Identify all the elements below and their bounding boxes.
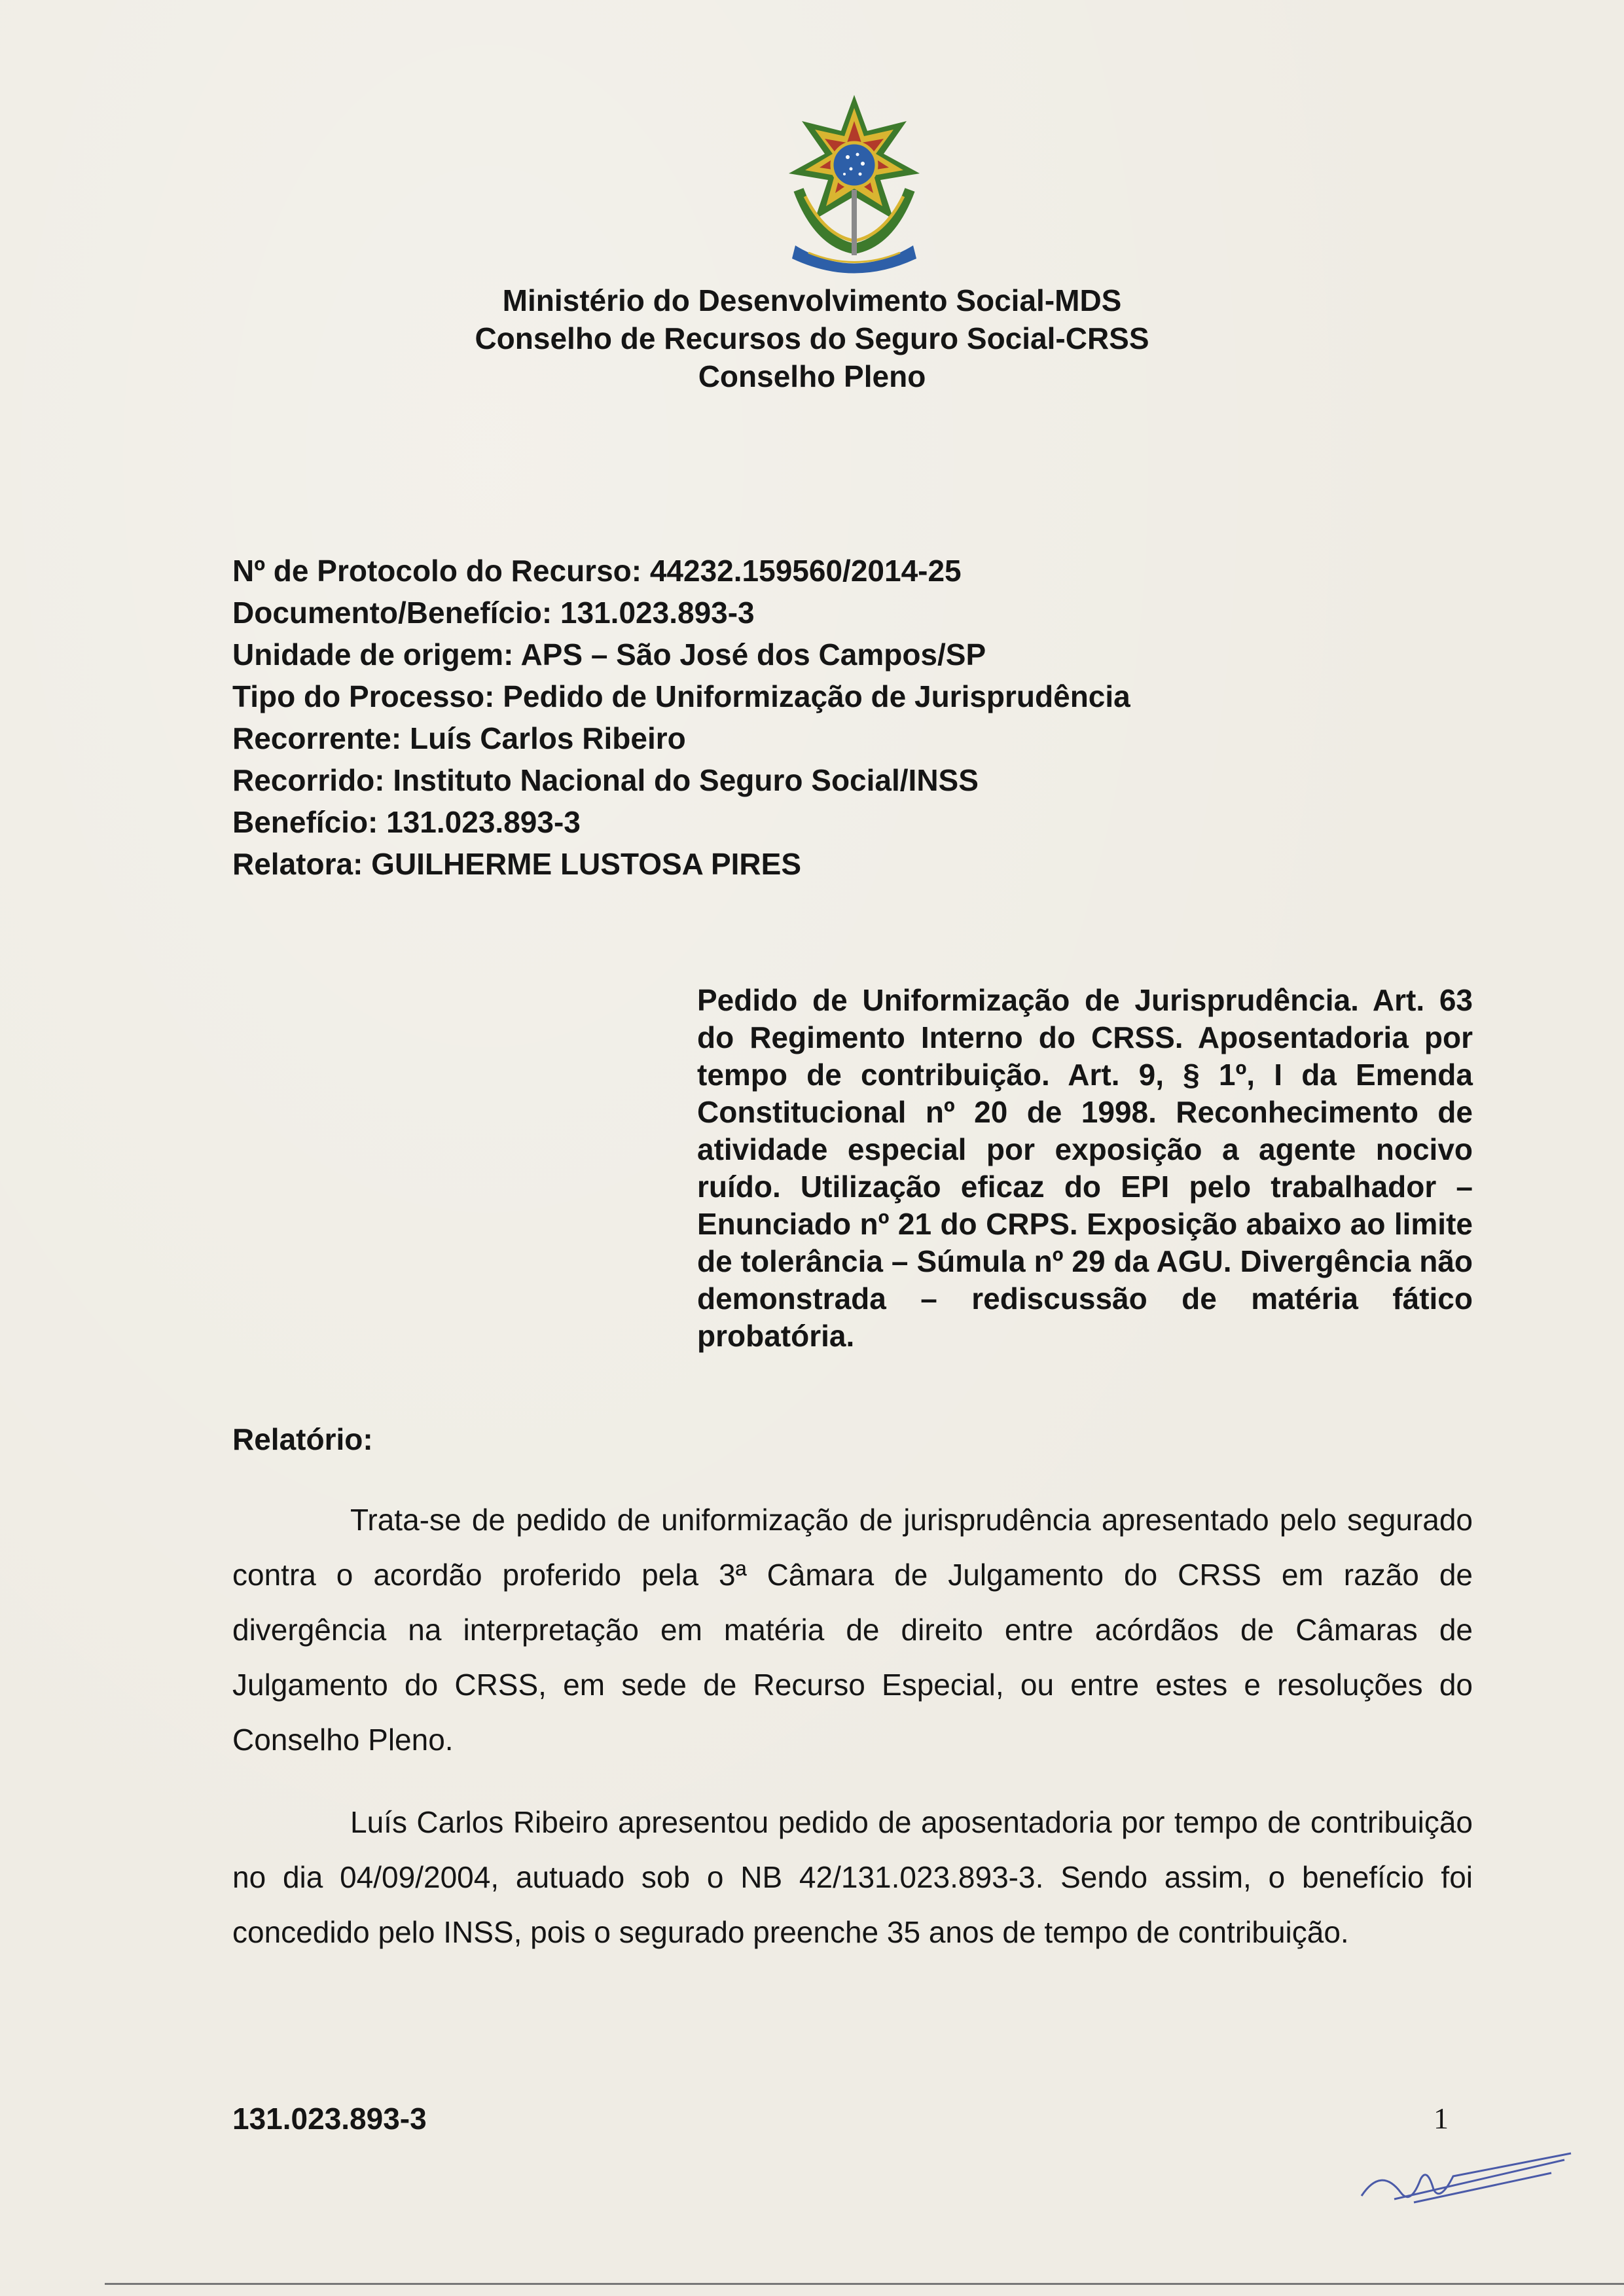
- coat-of-arms-icon: [779, 92, 929, 281]
- document-header: [0, 281, 1624, 395]
- signature-icon: [1355, 2140, 1578, 2212]
- document-benefit: Documento/Benefício: 131.023.893-3: [232, 596, 755, 630]
- appellant: Recorrente: Luís Carlos Ribeiro: [232, 721, 686, 755]
- divider: [105, 2283, 1624, 2285]
- section-heading-relatorio: Relatório:: [232, 1422, 373, 1456]
- process-metadata: [232, 550, 1130, 885]
- ementa-summary: Pedido de Uniformização de Jurisprudência. Art. 63 do Regimento Interno do CRSS. Aposentadoria por tempo de contribuição. Art. 9, § 1º, I da Emenda Constitucional nº 20 de 1998. Reconhecimento de atividade especial por exposição a agente nocivo ruído. Utilização eficaz do EPI pelo trabalhador – Enunciado nº 21 do CRPS. Exposição abaixo ao limite de tolerância – Súmula nº 29 da AGU. Divergência não demonstrada – rediscussão de matéria fático probatória.: [697, 983, 1473, 1353]
- plenary-title: Conselho Pleno: [698, 359, 926, 393]
- benefit: Benefício: 131.023.893-3: [232, 805, 581, 839]
- rapporteur: Relatora: GUILHERME LUSTOSA PIRES: [232, 847, 802, 881]
- council-title: Conselho de Recursos do Seguro Social-CRSS: [475, 321, 1149, 355]
- protocol-number: Nº de Protocolo do Recurso: 44232.159560/2014-25: [232, 554, 962, 588]
- ministry-title: Ministério do Desenvolvimento Social-MDS: [502, 283, 1122, 317]
- report-body: [232, 1492, 1473, 1987]
- footer-benefit-number: 131.023.893-3: [232, 2102, 427, 2136]
- process-type: Tipo do Processo: Pedido de Uniformização de Jurisprudência: [232, 679, 1130, 713]
- origin-unit: Unidade de origem: APS – São José dos Campos/SP: [232, 637, 986, 672]
- paragraph: Luís Carlos Ribeiro apresentou pedido de aposentadoria por tempo de contribuição no dia 04/09/2004, autuado sob o NB 42/131.023.893-3. Sendo assim, o benefício foi concedido pelo INSS, pois o segurado preenche 35 anos de tempo de contribuição.: [232, 1805, 1473, 1949]
- paragraph: Trata-se de pedido de uniformização de jurisprudência apresentado pelo segurado contra o acordão proferido pela 3ª Câmara de Julgamento do CRSS em razão de divergência na interpretação em matéria de direito entre acórdãos de Câmaras de Julgamento do CRSS, em sede de Recurso Especial, ou entre estes e resoluções do Conselho Pleno.: [232, 1503, 1473, 1757]
- page-number: 1: [1434, 2102, 1449, 2135]
- respondent: Recorrido: Instituto Nacional do Seguro Social/INSS: [232, 763, 979, 797]
